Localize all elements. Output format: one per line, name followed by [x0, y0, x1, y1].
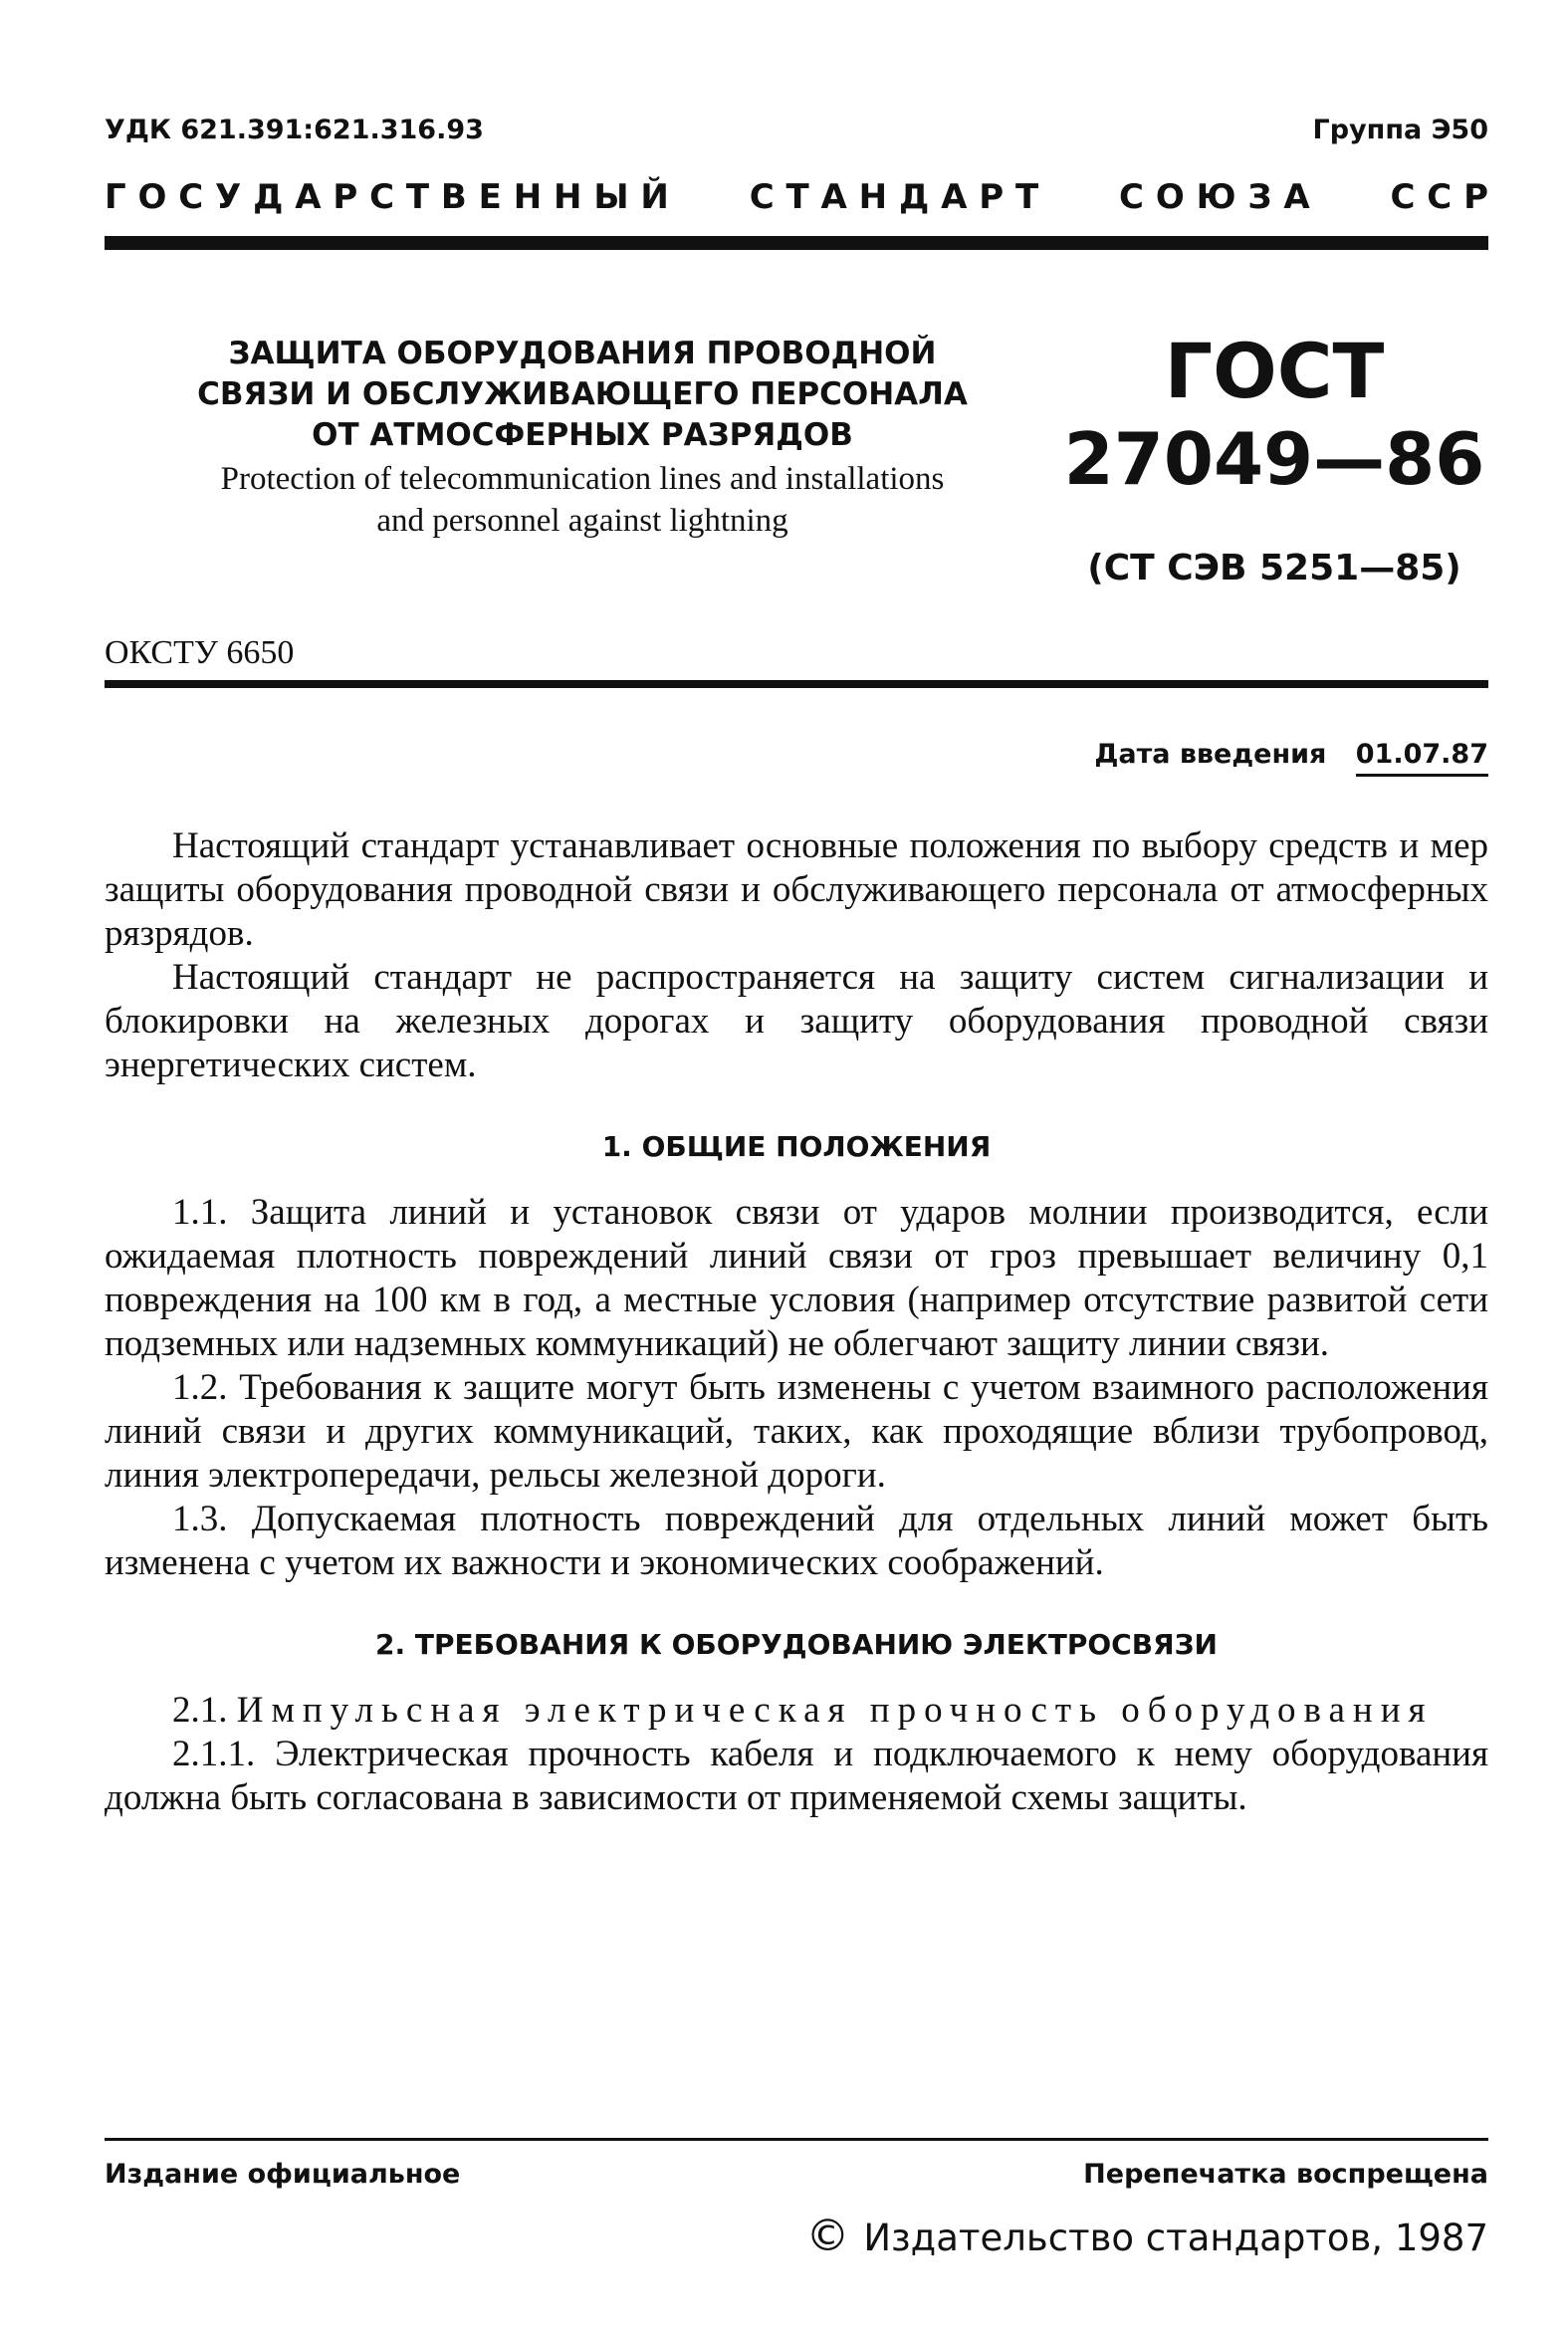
standard-designation: [1060, 329, 1488, 593]
title-russian-line: ЗАЩИТА ОБОРУДОВАНИЯ ПРОВОДНОЙ: [228, 336, 937, 371]
banner-word: С О Ю З А: [1119, 177, 1310, 217]
section-heading: 1. ОБЩИЕ ПОЛОЖЕНИЯ: [601, 1130, 992, 1163]
gost-number: 27049—86: [1063, 417, 1485, 501]
udk-code: УДК 621.391:621.316.93: [105, 115, 484, 145]
footer-divider: [105, 2138, 1488, 2141]
banner-word: С Т А Н Д А Р Т: [749, 177, 1039, 217]
document-title: [105, 334, 1060, 540]
subclause-title: Импульсная электрическая прочность оборудования: [236, 1690, 1434, 1731]
sev-reference: (СТ СЭВ 5251—85): [1087, 548, 1461, 588]
subclause-heading: [105, 1689, 1488, 1733]
intro-paragraph: Настоящий стандарт не распространяется на защиту систем сигнализации и блокировки на железных дорогах и защиту оборудования проводной связи энергетических систем.: [105, 957, 1488, 1085]
title-english-line: Protection of telecommunication lines and installations: [220, 461, 945, 497]
section-heading: 2. ТРЕБОВАНИЯ К ОБОРУДОВАНИЮ ЭЛЕКТРОСВЯЗИ: [375, 1628, 1218, 1661]
intro-paragraph: Настоящий стандарт устанавливает основные положения по выбору средств и мер защиты оборудования проводной связи и обслуживающего персонала от атмосферных рязрядов.: [105, 825, 1488, 954]
clause-paragraph: 1.3. Допускаемая плотность повреждений для отдельных линий может быть изменена с учетом их важности и экономических соображений.: [105, 1499, 1488, 1583]
clause-paragraph: 1.1. Защита линий и установок связи от ударов молнии производится, если ожидаемая плотность повреждений линий связи от гроз превышает величину 0,1 повреждения на 100 км в год, а местные условия (например отсутствие развитой сети подземных или надземных коммуникаций) не облегчают защиту линии связи.: [105, 1192, 1488, 1364]
okstu-code: ОКСТУ 6650: [105, 634, 295, 671]
clause-paragraph: 2.1.1. Электрическая прочность кабеля и подключаемого к нему оборудования должна быть согласована в зависимости от применяемой схемы защиты.: [105, 1734, 1488, 1818]
banner-word: Г О С У Д А Р С Т В Е Н Н Ы Й: [105, 177, 669, 217]
clause-paragraph: 1.2. Требования к защите могут быть изменены с учетом взаимного расположения линий связи и других коммуникаций, таких, как проходящие вблизи трубопровод, линия электропередачи, рельсы железной дороги.: [105, 1367, 1488, 1496]
introduction-date: [1094, 739, 1488, 770]
title-english-line: and personnel against lightning: [376, 503, 788, 539]
subclause-number: 2.1.: [172, 1690, 228, 1731]
title-russian-line: ОТ АТМОСФЕРНЫХ РАЗРЯДОВ: [312, 417, 853, 453]
copyright-text: Издательство стандартов, 1987: [863, 2217, 1488, 2259]
middle-divider: [105, 680, 1488, 688]
title-russian-line: СВЯЗИ И ОБСЛУЖИВАЮЩЕГО ПЕРСОНАЛА: [197, 376, 968, 412]
top-divider: [105, 236, 1488, 250]
gost-label: ГОСТ: [1164, 327, 1385, 415]
introduction-date-label: Дата введения: [1094, 739, 1327, 770]
reprint-prohibited-note: Перепечатка воспрещена: [1083, 2159, 1488, 2190]
document-page: [105, 0, 1488, 2334]
state-standard-banner: [105, 177, 1488, 217]
introduction-date-value: 01.07.87: [1356, 739, 1488, 777]
official-edition-note: Издание официальное: [105, 2159, 461, 2190]
copyright-line: [805, 2211, 1488, 2261]
copyright-icon: ©: [805, 2211, 850, 2261]
document-body: [105, 824, 1488, 1820]
banner-word: С С Р: [1390, 177, 1488, 217]
group-code: Группа Э50: [1312, 115, 1488, 145]
